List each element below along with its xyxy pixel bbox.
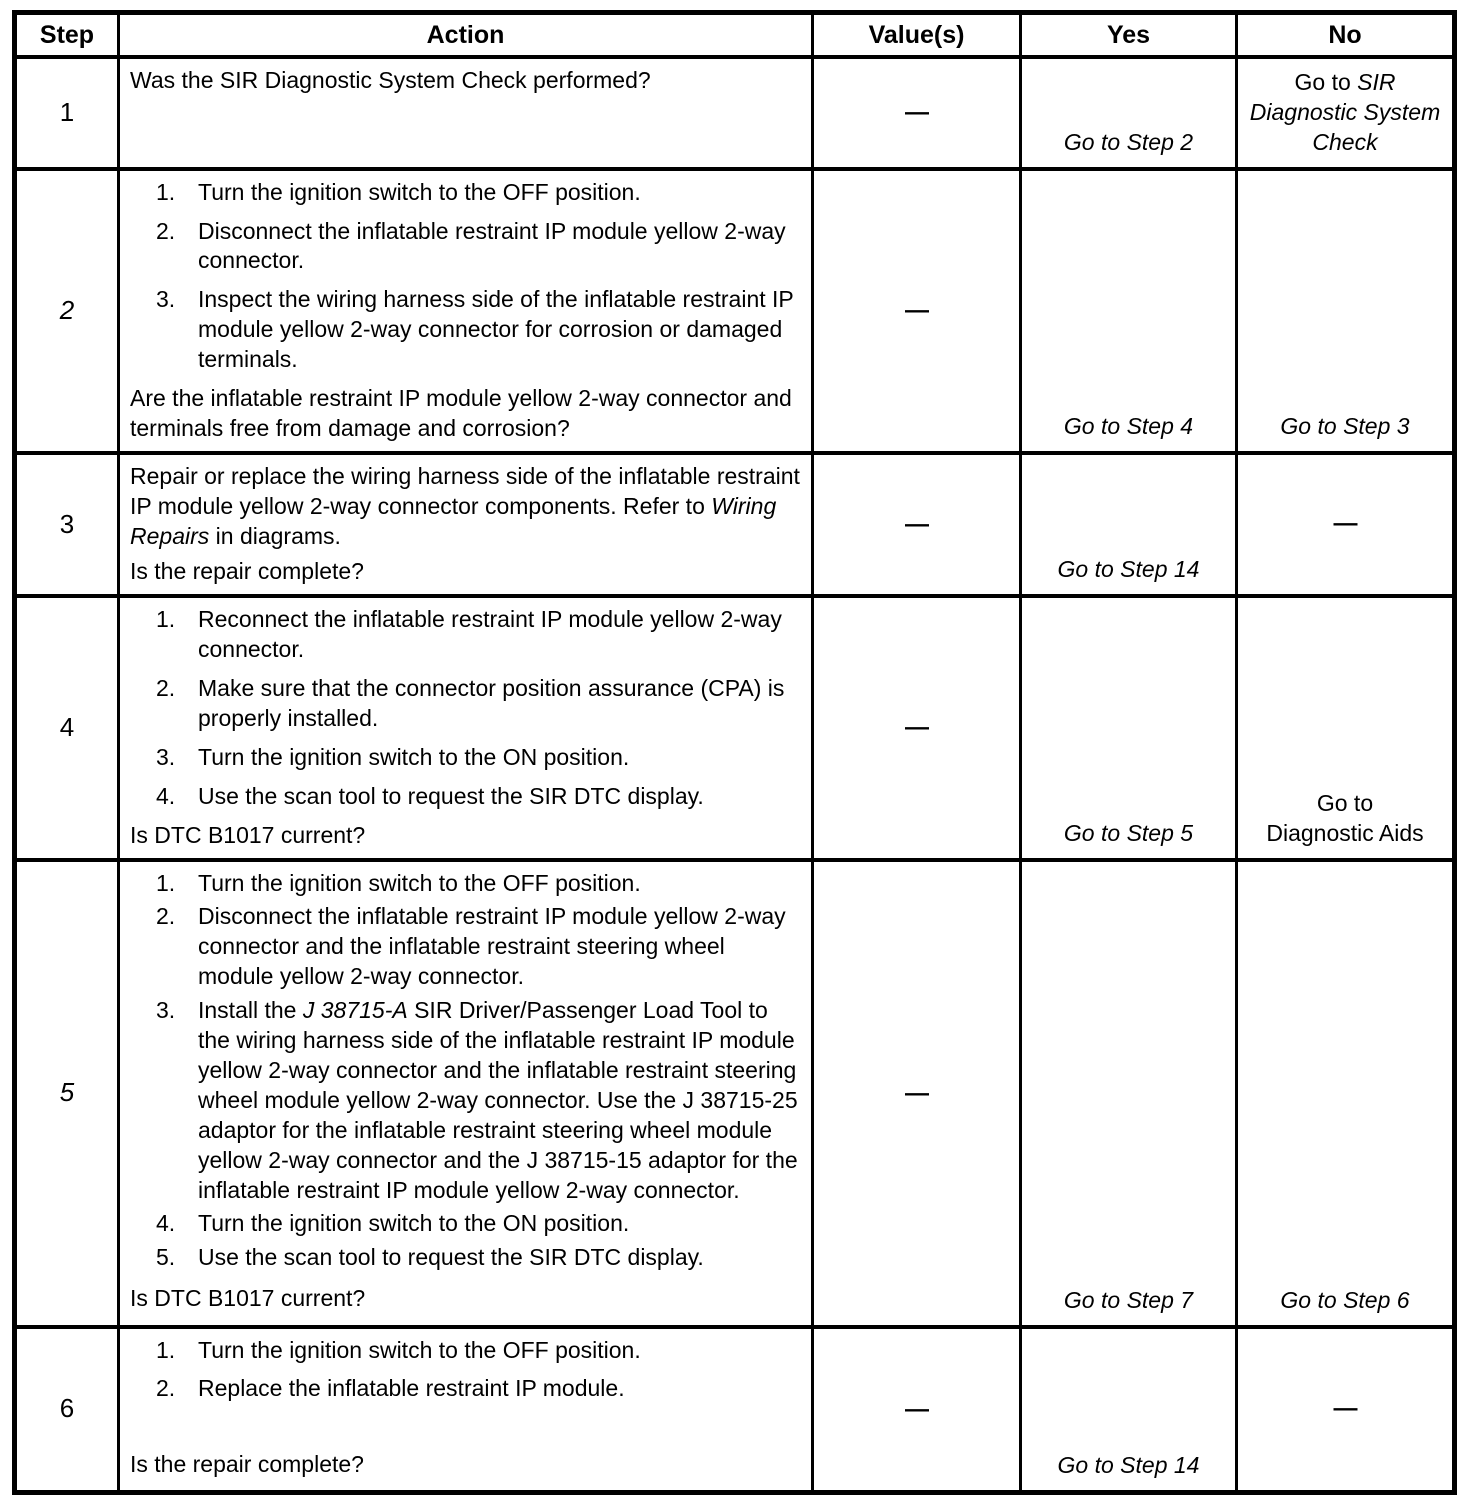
- list-number: 2.: [156, 903, 176, 930]
- values-cell: [813, 169, 1021, 453]
- yes-reference: Go to Step 2: [1063, 128, 1194, 155]
- dash: —: [905, 1395, 928, 1423]
- step-number: 6: [15, 1327, 119, 1493]
- paragraph-reference: Wiring Repairs: [130, 492, 777, 549]
- list-text: Use the scan tool to request the SIR DTC display.: [198, 1244, 704, 1271]
- list-text-segment: SIR Driver/Passenger Load Tool to the wiring harness side of the inflatable restraint IP module yellow 2-way connector and the inflatable restraint steering wheel module yellow 2-way connector. Use the J 38715-25 adaptor for the inflatable restraint steering wheel module yellow 2-way connector and the J 38715-15 adaptor for the inflatable restraint IP module yellow 2-way connector.: [198, 997, 798, 1203]
- step-number: 5: [15, 860, 119, 1327]
- list-text: Turn the ignition switch to the ON position.: [198, 1210, 630, 1237]
- table-row-step-1: [15, 57, 1455, 169]
- action-paragraph: [130, 462, 801, 552]
- action-list-item: [156, 605, 801, 665]
- list-text-segment: Install the: [198, 997, 303, 1024]
- yes-reference: Go to Step 5: [1063, 819, 1194, 846]
- step-number: 4: [15, 596, 119, 859]
- yes-cell: [1021, 169, 1237, 453]
- list-text: [198, 996, 801, 1205]
- action-cell: [119, 1327, 813, 1493]
- list-text: Turn the ignition switch to the ON position.: [198, 743, 630, 770]
- list-number: 2.: [156, 675, 176, 702]
- header-yes: Yes: [1021, 13, 1237, 58]
- list-text: Make sure that the connector position assurance (CPA) is properly installed.: [198, 675, 785, 732]
- yes-cell: [1021, 596, 1237, 859]
- yes-reference: Go to Step 7: [1063, 1286, 1194, 1313]
- yes-cell: [1021, 453, 1237, 597]
- no-reference: Go to Step 3: [1280, 412, 1410, 439]
- no-cell: [1237, 453, 1455, 597]
- table-row-step-2: [15, 169, 1455, 453]
- no-cell: [1237, 596, 1455, 859]
- action-list-item: [156, 178, 801, 208]
- list-number: 4.: [156, 782, 176, 809]
- dash: —: [1333, 1394, 1357, 1422]
- table-row-step-4: [15, 596, 1455, 859]
- list-number: 1.: [156, 606, 176, 633]
- dash: —: [905, 297, 928, 325]
- list-number: 3.: [156, 743, 176, 770]
- paragraph-text: in diagrams.: [209, 522, 341, 549]
- diagnostic-table: [12, 10, 1457, 1495]
- action-question: Is the repair complete?: [130, 1450, 364, 1477]
- dash: —: [905, 510, 928, 538]
- values-cell: [813, 596, 1021, 859]
- step-number: 1: [15, 57, 119, 169]
- step-number: 3: [15, 453, 119, 597]
- list-number: 2.: [156, 217, 176, 244]
- action-cell: [119, 169, 813, 453]
- action-question: Is DTC B1017 current?: [130, 1284, 366, 1311]
- list-number: 1.: [156, 178, 176, 205]
- list-text: Turn the ignition switch to the OFF position.: [198, 869, 641, 896]
- action-list-item: [156, 285, 801, 375]
- action-question: Was the SIR Diagnostic System Check performed?: [130, 67, 651, 93]
- action-list-item: [156, 1336, 801, 1366]
- yes-cell: [1021, 57, 1237, 169]
- values-cell: [813, 1327, 1021, 1493]
- action-cell: [119, 596, 813, 859]
- no-cell: [1237, 1327, 1455, 1493]
- header-row: [15, 13, 1455, 58]
- header-action: Action: [119, 13, 813, 58]
- no-cell: [1237, 57, 1455, 169]
- table-row-step-5: [15, 860, 1455, 1327]
- yes-cell: [1021, 860, 1237, 1327]
- dash: —: [1333, 509, 1357, 537]
- tool-number: J 38715-A: [302, 997, 408, 1024]
- yes-reference: Go to Step 4: [1063, 412, 1194, 439]
- list-text: Use the scan tool to request the SIR DTC display.: [198, 782, 704, 809]
- list-text: Turn the ignition switch to the OFF position.: [198, 1336, 641, 1363]
- no-reference-line1: Go to: [1316, 789, 1374, 816]
- list-text: Inspect the wiring harness side of the inflatable restraint IP module yellow 2-way connector for corrosion or damaged terminals.: [198, 286, 794, 373]
- header-step: Step: [15, 13, 119, 58]
- list-text: Turn the ignition switch to the OFF position.: [198, 178, 641, 205]
- list-number: 4.: [156, 1210, 176, 1237]
- action-list-item: [156, 996, 801, 1205]
- dash: —: [905, 99, 928, 127]
- list-number: 2.: [156, 1375, 176, 1402]
- list-text: Replace the inflatable restraint IP module.: [198, 1375, 625, 1402]
- no-reference: [1250, 69, 1440, 155]
- values-cell: [813, 57, 1021, 169]
- action-question: Is DTC B1017 current?: [130, 821, 366, 848]
- table-row-step-6: [15, 1327, 1455, 1493]
- action-question: Is the repair complete?: [130, 558, 364, 585]
- no-reference-target: SIR Diagnostic System Check: [1249, 69, 1441, 155]
- header-values: Value(s): [813, 13, 1021, 58]
- list-text: Reconnect the inflatable restraint IP module yellow 2-way connector.: [198, 606, 782, 663]
- action-list-item: [156, 1243, 801, 1273]
- action-list-item: [156, 902, 801, 992]
- step-number: 2: [15, 169, 119, 453]
- action-cell: [119, 57, 813, 169]
- list-text: Disconnect the inflatable restraint IP module yellow 2-way connector and the inflatable restraint steering wheel module yellow 2-way connector.: [198, 903, 786, 990]
- list-text: Disconnect the inflatable restraint IP module yellow 2-way connector.: [198, 217, 786, 274]
- action-list-item: [156, 743, 801, 773]
- dash: —: [905, 714, 928, 742]
- action-list-item: [156, 674, 801, 734]
- yes-cell: [1021, 1327, 1237, 1493]
- action-list-item: [156, 869, 801, 899]
- values-cell: [813, 860, 1021, 1327]
- no-reference: [1248, 789, 1442, 849]
- action-list-item: [156, 1209, 801, 1239]
- table-row-step-3: [15, 453, 1455, 597]
- header-no: No: [1237, 13, 1455, 58]
- action-list-item: [156, 1374, 801, 1404]
- action-list-item: [156, 782, 801, 812]
- list-number: 1.: [156, 1336, 176, 1363]
- action-cell: [119, 860, 813, 1327]
- dash: —: [905, 1079, 928, 1107]
- action-question: Are the inflatable restraint IP module yellow 2-way connector and terminals free from damage and corrosion?: [130, 385, 792, 441]
- list-number: 5.: [156, 1244, 176, 1271]
- action-list-item: [156, 217, 801, 277]
- values-cell: [813, 453, 1021, 597]
- paragraph-text: Repair or replace the wiring harness side of the inflatable restraint IP module yellow 2-way connector components. Refer to: [130, 462, 800, 519]
- yes-reference: Go to Step 14: [1057, 1452, 1200, 1479]
- list-number: 3.: [156, 997, 176, 1024]
- list-number: 3.: [156, 286, 176, 313]
- action-cell: [119, 453, 813, 597]
- yes-reference: Go to Step 14: [1057, 556, 1200, 583]
- no-cell: [1237, 169, 1455, 453]
- no-cell: [1237, 860, 1455, 1327]
- no-reference-prefix: Go to: [1294, 69, 1358, 95]
- no-reference: Go to Step 6: [1280, 1286, 1410, 1313]
- list-number: 1.: [156, 869, 176, 896]
- no-reference-line2: Diagnostic Aids: [1266, 819, 1424, 846]
